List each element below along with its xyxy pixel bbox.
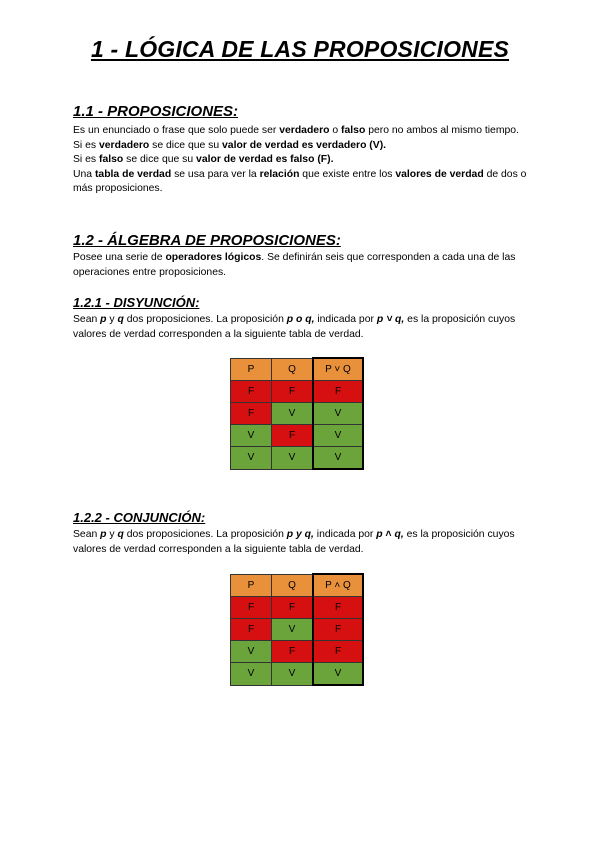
table-cell: F (272, 641, 314, 663)
text: es la proposición cuyos valores de verdad corresponden a la siguiente tabla de verdad. (73, 529, 515, 555)
table-cell: F (231, 381, 272, 403)
expression: p o q, (286, 314, 315, 325)
table-header-cell: Q (272, 574, 314, 597)
text: se usa para ver la (171, 168, 260, 180)
text: de dos o más proposiciones. (73, 168, 527, 194)
section-body-proposiciones (73, 124, 535, 197)
text: o (329, 125, 342, 136)
table-cell: F (313, 641, 363, 663)
text: pero no ambos al mismo tiempo. (365, 125, 519, 136)
table-row (231, 619, 364, 641)
bold-text: tabla de verdad (94, 168, 172, 180)
table-cell: V (313, 403, 363, 425)
text: Sean (73, 314, 101, 325)
text: Una (73, 168, 95, 180)
table-row (231, 663, 364, 686)
text: Posee una serie de (73, 252, 166, 263)
table-cell: F (272, 425, 314, 447)
bold-text: relación (259, 168, 300, 180)
table-cell: V (272, 619, 314, 641)
table-cell: V (313, 663, 363, 686)
section-heading-algebra: 1.2 - ÁLGEBRA DE PROPOSICIONES: (73, 232, 341, 249)
variable-p: p (100, 314, 107, 325)
bold-text: valor de verdad es falso (F). (196, 154, 334, 165)
table-cell: V (231, 663, 272, 686)
table-row (231, 597, 364, 619)
text: . Se definirán seis que corresponden a cada una de las operaciones entre proposiciones. (73, 252, 516, 278)
table-cell: F (272, 597, 314, 619)
bold-text: falso (341, 125, 366, 136)
page-title: 1 - LÓGICA DE LAS PROPOSICIONES (90, 36, 510, 62)
text: indicada por (314, 314, 377, 325)
table-cell: V (231, 641, 272, 663)
section-body-algebra (73, 251, 535, 280)
bold-text: valores de verdad (395, 168, 484, 180)
table-row (231, 403, 364, 425)
variable-q: q (117, 314, 124, 325)
table-header-cell: P (231, 358, 272, 381)
text: Es un enunciado o frase que solo puede ser (73, 125, 280, 136)
table-header-row (231, 574, 364, 597)
truth-table-disyuncion (230, 357, 364, 470)
paragraph (73, 124, 535, 139)
expression: p ˄ q, (376, 529, 404, 540)
subsection-body-disyuncion (73, 313, 535, 342)
subsection-heading-disyuncion: 1.2.1 - DISYUNCIÓN: (73, 295, 200, 310)
text: Sean (73, 529, 101, 540)
text: dos proposiciones. La proposición (123, 314, 287, 325)
paragraph (73, 153, 535, 168)
bold-text: operadores lógicos (165, 252, 262, 263)
table-cell: V (231, 425, 272, 447)
bold-text: valor de verdad es verdadero (V). (222, 139, 387, 151)
table-cell: V (231, 447, 272, 470)
table-header-cell: P ˄ Q (313, 574, 363, 597)
table-row (231, 641, 364, 663)
text: que existe entre los (299, 168, 396, 180)
expression: p ˅ q, (376, 314, 405, 325)
section-heading-proposiciones: 1.1 - PROPOSICIONES: (73, 103, 239, 120)
truth-table-conjuncion (230, 573, 364, 686)
variable-q: q (117, 529, 124, 540)
text: indicada por (313, 529, 377, 540)
subsection-body-conjuncion (73, 528, 535, 557)
paragraph (73, 251, 535, 280)
paragraph (73, 528, 535, 557)
table-header-cell: P ˅ Q (313, 358, 363, 381)
table-cell: V (313, 425, 363, 447)
table-cell: F (272, 381, 314, 403)
table-cell: F (313, 381, 363, 403)
table-cell: V (313, 447, 363, 470)
table-cell: F (231, 597, 272, 619)
table-cell: F (313, 619, 363, 641)
text: se dice que su (123, 154, 197, 165)
expression: p y q, (286, 529, 314, 540)
text: se dice que su (149, 139, 223, 151)
table-cell: V (272, 403, 314, 425)
table-row (231, 381, 364, 403)
table-row (231, 447, 364, 470)
table-cell: F (231, 619, 272, 641)
variable-p: p (100, 529, 107, 540)
table-cell: F (231, 403, 272, 425)
text: y (106, 529, 118, 540)
table-cell: V (272, 447, 314, 470)
table-header-cell: P (231, 574, 272, 597)
paragraph (73, 168, 535, 197)
table-cell: F (313, 597, 363, 619)
table-header-row (231, 358, 364, 381)
bold-text: verdadero (99, 139, 150, 151)
table-header-cell: Q (272, 358, 314, 381)
text: y (106, 314, 118, 325)
paragraph (73, 139, 535, 154)
text: es la proposición cuyos valores de verdad corresponden a la siguiente tabla de verdad. (73, 314, 516, 340)
bold-text: falso (99, 154, 124, 165)
text: dos proposiciones. La proposición (123, 529, 287, 540)
subsection-heading-conjuncion: 1.2.2 - CONJUNCIÓN: (73, 510, 206, 525)
bold-text: verdadero (279, 125, 330, 136)
text: Si es (73, 139, 99, 151)
table-cell: V (272, 663, 314, 686)
text: Si es (73, 154, 99, 165)
paragraph (73, 313, 535, 342)
table-row (231, 425, 364, 447)
